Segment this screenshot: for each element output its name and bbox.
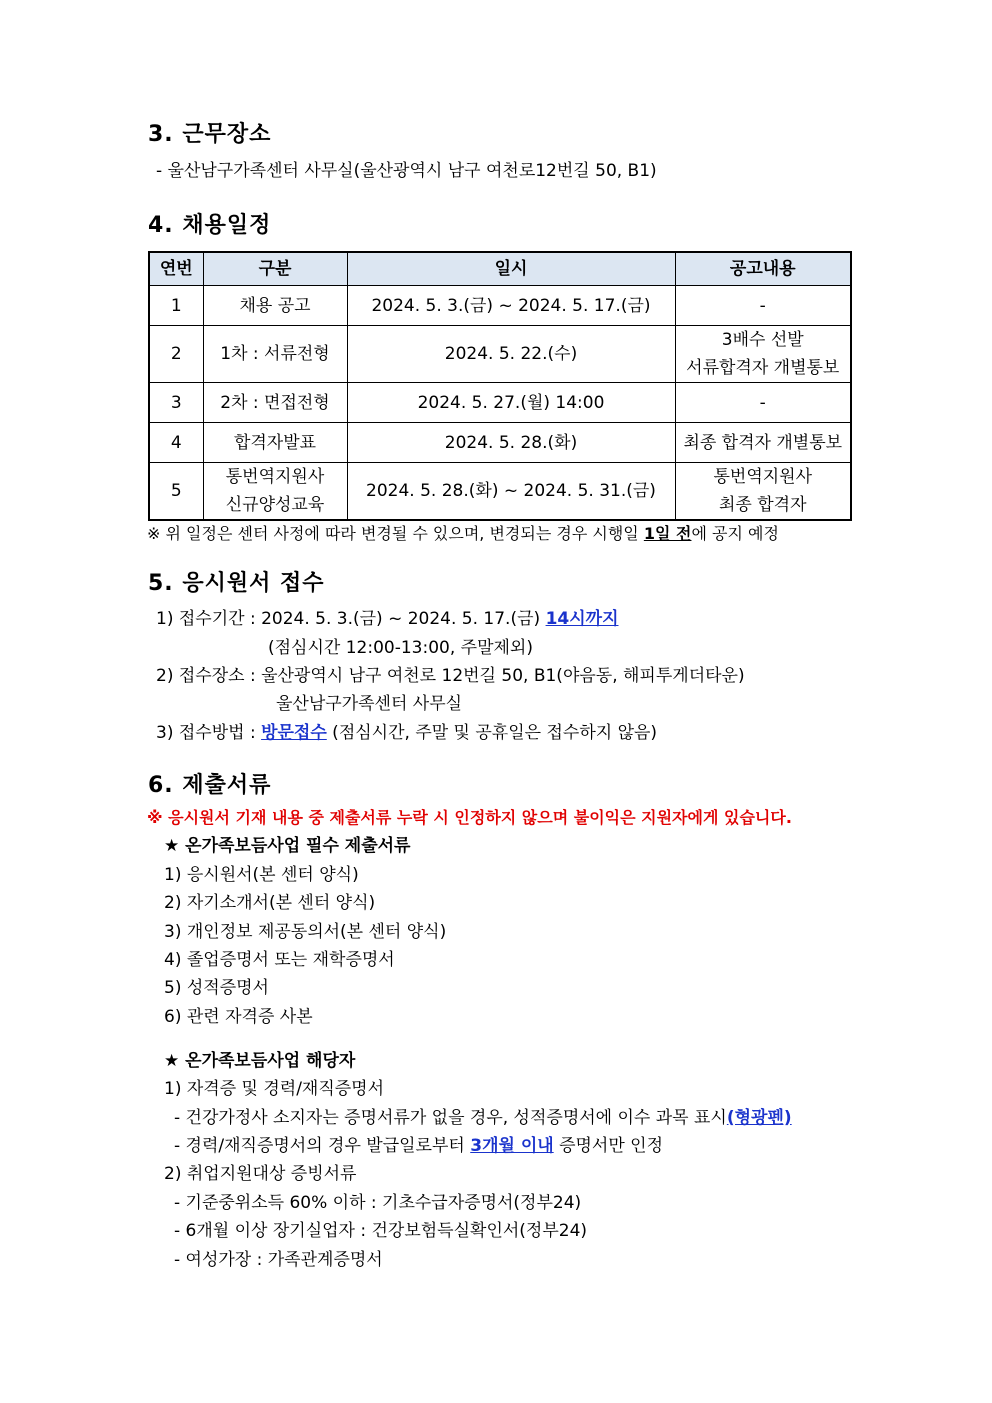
cell-type: 1차 : 서류전형 — [203, 326, 347, 383]
cell-date: 2024. 5. 28.(화) ~ 2024. 5. 31.(금) — [347, 463, 675, 521]
cell-no: 2 — [149, 326, 203, 383]
period-label: 1) 접수기간 : — [156, 609, 262, 629]
place-value-2: 울산남구가족센터 사무실 — [276, 694, 463, 714]
list-item: 1) 응시원서(본 센터 양식) — [164, 865, 359, 885]
cell-note: - — [675, 383, 851, 423]
cell-note-line1: 통번역지원사 — [713, 467, 813, 487]
period-value: 2024. 5. 3.(금) ~ 2024. 5. 17.(금) — [261, 609, 546, 629]
required-title: ★ 온가족보듬사업 필수 제출서류 — [164, 836, 411, 856]
list-item: 2) 취업지원대상 증빙서류 — [164, 1164, 357, 1184]
method-note: (점심시간, 주말 및 공휴일은 접수하지 않음) — [326, 723, 658, 743]
section6-title: 6. 제출서류 — [148, 773, 272, 798]
method-line — [156, 718, 657, 743]
period-note: (점심시간 12:00-13:00, 주말제외) — [268, 638, 533, 658]
footnote-highlight: 1일 전 — [643, 524, 692, 543]
subitem-highlight: (형광펜) — [726, 1108, 792, 1128]
list-item: 1) 자격증 및 경력/재직증명서 — [164, 1079, 385, 1099]
cell-date: 2024. 5. 22.(수) — [347, 326, 675, 383]
footnote-text-end: 에 공지 예정 — [691, 524, 779, 543]
cell-no: 3 — [149, 383, 203, 423]
header-date: 일시 — [347, 252, 675, 286]
list-item: 2) 자기소개서(본 센터 양식) — [164, 893, 376, 913]
cell-note-line1: 3배수 선발 — [721, 330, 804, 350]
cell-type-line2: 신규양성교육 — [225, 495, 325, 515]
warning-text: ※ 응시원서 기재 내용 중 제출서류 누락 시 인정하지 않으며 불이익은 지원자에게 있습니다. — [147, 808, 792, 827]
list-item: 5) 성적증명서 — [164, 978, 269, 998]
subitem-text-end: 증명서만 인정 — [553, 1136, 664, 1156]
method-label: 3) 접수방법 : — [156, 723, 262, 743]
header-type: 구분 — [203, 252, 347, 286]
subitem-highlight: 3개월 이내 — [470, 1136, 554, 1156]
section5-title: 5. 응시원서 접수 — [148, 571, 325, 596]
schedule-footnote — [147, 521, 779, 544]
cell-note: 최종 합격자 개별통보 — [675, 423, 851, 463]
cell-date: 2024. 5. 28.(화) — [347, 423, 675, 463]
place-label: 2) 접수장소 : — [156, 666, 262, 686]
method-value: 방문접수 — [261, 723, 327, 743]
workplace-text: - 울산남구가족센터 사무실(울산광역시 남구 여천로12번길 50, B1) — [156, 161, 657, 181]
header-note: 공고내용 — [675, 252, 851, 286]
cell-type: 2차 : 면접전형 — [203, 383, 347, 423]
section4-title: 4. 채용일정 — [148, 213, 272, 238]
cell-type: 채용 공고 — [203, 286, 347, 326]
table-row — [149, 463, 851, 521]
list-subitem — [174, 1131, 663, 1156]
list-subitem: - 여성가장 : 가족관계증명서 — [174, 1250, 383, 1270]
header-no: 연번 — [149, 252, 203, 286]
table-row — [149, 326, 851, 383]
applicable-title: ★ 온가족보듬사업 해당자 — [164, 1051, 356, 1071]
table-row — [149, 383, 851, 423]
cell-note — [675, 326, 851, 383]
list-subitem — [174, 1103, 792, 1128]
place-value: 울산광역시 남구 여천로 12번길 50, B1(야음동, 해피투게더타운) — [261, 666, 745, 686]
list-item: 4) 졸업증명서 또는 재학증명서 — [164, 950, 395, 970]
cell-type: 합격자발표 — [203, 423, 347, 463]
section3-title: 3. 근무장소 — [148, 122, 272, 147]
cell-note-line2: 최종 합격자 — [718, 495, 807, 515]
table-row — [149, 423, 851, 463]
cell-no: 5 — [149, 463, 203, 521]
table-header-row — [149, 252, 851, 286]
place-line — [156, 661, 745, 686]
cell-type — [203, 463, 347, 521]
list-subitem: - 기준중위소득 60% 이하 : 기초수급자증명서(정부24) — [174, 1193, 582, 1213]
list-item: 6) 관련 자격증 사본 — [164, 1007, 313, 1027]
table-row — [149, 286, 851, 326]
cell-type-line1: 통번역지원사 — [225, 467, 325, 487]
cell-note: - — [675, 286, 851, 326]
cell-no: 1 — [149, 286, 203, 326]
cell-note — [675, 463, 851, 521]
list-subitem: - 6개월 이상 장기실업자 : 건강보험득실확인서(정부24) — [174, 1221, 588, 1241]
schedule-table — [148, 251, 852, 521]
footnote-text: ※ 위 일정은 센터 사정에 따라 변경될 수 있으며, 변경되는 경우 시행일 — [147, 524, 644, 543]
cell-date: 2024. 5. 3.(금) ~ 2024. 5. 17.(금) — [347, 286, 675, 326]
list-item: 3) 개인정보 제공동의서(본 센터 양식) — [164, 922, 447, 942]
period-deadline: 14시까지 — [545, 609, 619, 629]
subitem-text: - 경력/재직증명서의 경우 발급일로부터 — [174, 1136, 471, 1156]
subitem-text: - 건강가정사 소지자는 증명서류가 없을 경우, 성적증명서에 이수 과목 표시 — [174, 1108, 727, 1128]
cell-date: 2024. 5. 27.(월) 14:00 — [347, 383, 675, 423]
cell-note-line2: 서류합격자 개별통보 — [686, 358, 840, 378]
cell-no: 4 — [149, 423, 203, 463]
period-line — [156, 604, 619, 629]
